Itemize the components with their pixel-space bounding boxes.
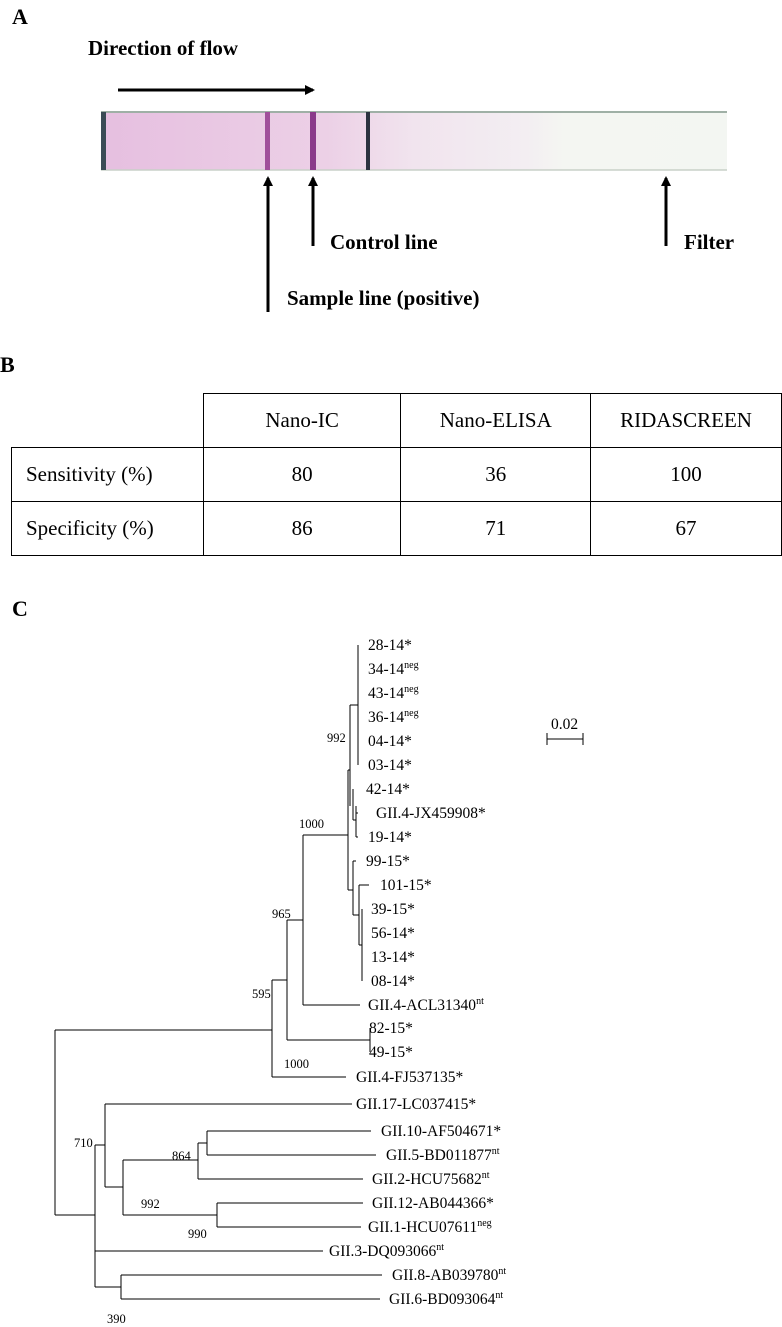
scale-bar bbox=[547, 733, 583, 745]
bootstrap-value: 992 bbox=[327, 731, 346, 745]
tree-leaf-label: 99-15* bbox=[366, 853, 410, 870]
scale-bar-label: 0.02 bbox=[551, 716, 579, 733]
column-header: RIDASCREEN bbox=[591, 394, 782, 448]
bootstrap-value: 1000 bbox=[299, 817, 324, 831]
test-strip-illustration bbox=[0, 0, 782, 330]
row-label: Sensitivity (%) bbox=[12, 448, 204, 502]
tree-leaf-label: GII.17-LC037415* bbox=[356, 1096, 477, 1113]
table-header-row bbox=[12, 394, 782, 448]
bootstrap-value: 992 bbox=[141, 1197, 160, 1211]
column-header: Nano-IC bbox=[203, 394, 401, 448]
tree-leaf-label: GII.10-AF504671* bbox=[381, 1123, 502, 1140]
column-header: Nano-ELISA bbox=[401, 394, 591, 448]
tree-leaf-label: 39-15* bbox=[371, 901, 415, 918]
tree-leaf-label: 04-14* bbox=[368, 733, 412, 750]
bootstrap-value: 965 bbox=[272, 907, 291, 921]
control-line-label: Control line bbox=[330, 230, 438, 254]
sample-line-band bbox=[265, 112, 270, 170]
tree-leaf-label: 42-14* bbox=[366, 781, 410, 798]
strip-start-edge bbox=[101, 112, 106, 170]
tree-leaf-label: $36-14^{neg}$ bbox=[368, 708, 419, 726]
bootstrap-value: 390 bbox=[107, 1312, 126, 1326]
bootstrap-value: 1000 bbox=[284, 1057, 309, 1071]
tree-leaf-label: 49-15* bbox=[369, 1044, 413, 1061]
tree-leaf-label: 13-14* bbox=[371, 949, 415, 966]
tree-leaf-label: 19-14* bbox=[368, 829, 412, 846]
tree-leaf-label: GII.12-AB044366* bbox=[372, 1195, 494, 1212]
tree-leaf-label: 03-14* bbox=[368, 757, 412, 774]
sample-line-label: Sample line (positive) bbox=[287, 286, 480, 310]
table-cell: 86 bbox=[203, 502, 401, 556]
bootstrap-value: 595 bbox=[252, 987, 271, 1001]
table-row bbox=[12, 502, 782, 556]
table-cell: 67 bbox=[591, 502, 782, 556]
bootstrap-value: 990 bbox=[188, 1227, 207, 1241]
tree-leaf-label: GII.4-JX459908* bbox=[376, 805, 486, 822]
phylogenetic-tree bbox=[0, 600, 782, 1327]
tree-leaf-label: $34-14^{neg}$ bbox=[368, 660, 419, 678]
tree-leaf-label: 28-14* bbox=[368, 637, 412, 654]
row-label: Specificity (%) bbox=[12, 502, 204, 556]
tree-leaf-label: 101-15* bbox=[380, 877, 432, 894]
table-row bbox=[12, 448, 782, 502]
tree-bootstrap-values bbox=[74, 731, 346, 1326]
tree-leaf-label: $GII.5-BD011877^{nt}$ bbox=[386, 1146, 500, 1164]
direction-of-flow-label: Direction of flow bbox=[88, 36, 239, 60]
pad-boundary bbox=[366, 112, 370, 170]
tree-leaf-label: $GII.1-HCU07611^{neg}$ bbox=[368, 1218, 492, 1236]
tree-leaf-label: $GII.8-AB039780^{nt}$ bbox=[392, 1266, 507, 1284]
bootstrap-value: 864 bbox=[172, 1149, 191, 1163]
tree-leaf-label: $GII.4-ACL31340^{nt}$ bbox=[368, 996, 484, 1014]
test-strip bbox=[101, 112, 727, 170]
tree-leaf-label: $GII.6-BD093064^{nt}$ bbox=[389, 1290, 504, 1308]
tree-leaf-label: $GII.3-DQ093066^{nt}$ bbox=[329, 1242, 444, 1260]
control-line-band bbox=[310, 112, 316, 170]
tree-leaf-label: 56-14* bbox=[371, 925, 415, 942]
table-cell: 71 bbox=[401, 502, 591, 556]
tree-leaf-label: $43-14^{neg}$ bbox=[368, 684, 419, 702]
table-cell: 100 bbox=[591, 448, 782, 502]
table-cell: 36 bbox=[401, 448, 591, 502]
filter-label: Filter bbox=[684, 230, 735, 254]
bootstrap-value: 710 bbox=[74, 1136, 93, 1150]
table-cell: 80 bbox=[203, 448, 401, 502]
tree-leaf-label: GII.4-FJ537135* bbox=[356, 1069, 464, 1086]
panel-a-letter: A bbox=[12, 4, 28, 29]
tree-leaf-label: 08-14* bbox=[371, 973, 415, 990]
tree-leaf-label: 82-15* bbox=[369, 1020, 413, 1037]
method-comparison-table bbox=[11, 393, 782, 556]
tree-leaf-labels bbox=[329, 637, 506, 1308]
table-corner-cell bbox=[12, 394, 204, 448]
panel-b-letter: B bbox=[0, 352, 15, 377]
tree-leaf-label: $GII.2-HCU75682^{nt}$ bbox=[372, 1170, 490, 1188]
panel-c-letter: C bbox=[12, 596, 28, 621]
